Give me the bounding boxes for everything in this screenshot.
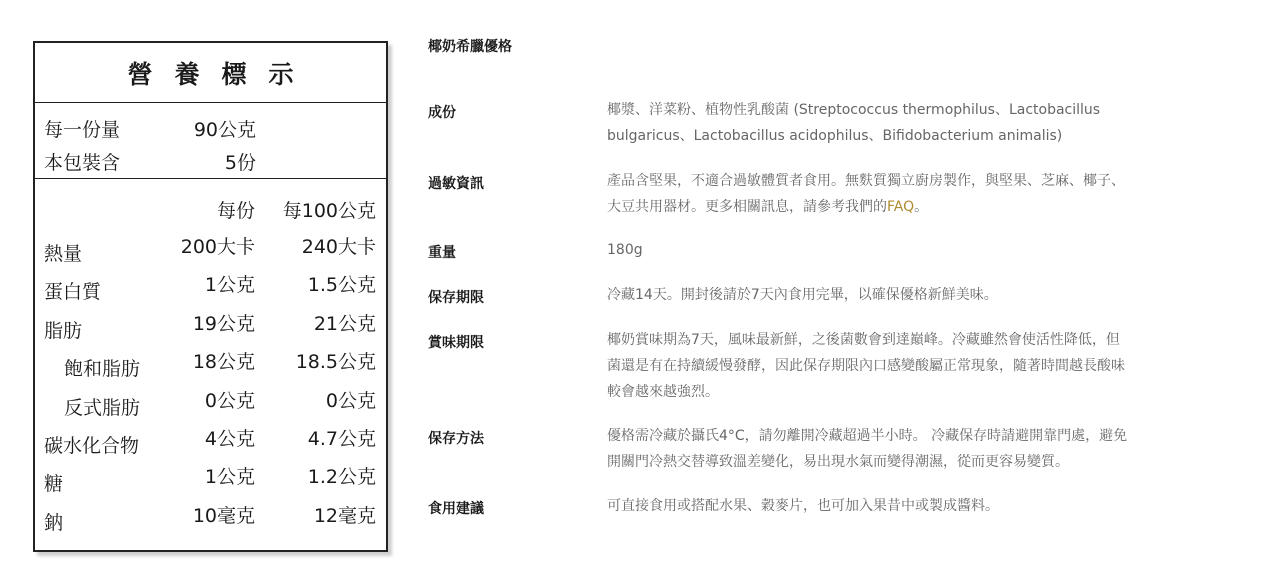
nutrition-row <box>35 266 386 304</box>
nutrient-per-100g: 18.5公克 <box>295 351 376 374</box>
nutrition-title: 營養標示 <box>35 43 386 103</box>
info-text <box>607 423 1207 475</box>
nutrient-per-100g: 21公克 <box>313 312 376 335</box>
nutrient-name: 蛋白質 <box>44 281 102 304</box>
info-line <box>607 123 1207 149</box>
info-line <box>607 237 1207 263</box>
nutrition-row <box>35 420 386 458</box>
nutrient-name: 熱量 <box>44 243 83 265</box>
serving-size-value: 90公克 <box>193 119 256 141</box>
info-line <box>607 194 1207 220</box>
servings-per-pack-label: 本包裝含 <box>44 152 121 174</box>
column-per-100g: 每100公克 <box>282 200 376 222</box>
product-title: 椰奶希臘優格 <box>428 39 512 55</box>
info-label: 保存方法 <box>428 431 484 447</box>
info-line-text: 較會越來越強烈。 <box>607 384 719 400</box>
info-label: 食用建議 <box>428 501 484 517</box>
nutrient-per-100g: 1.2公克 <box>307 466 376 489</box>
info-line <box>607 449 1207 475</box>
nutrient-name: 反式脂肪 <box>64 396 141 419</box>
info-label: 過敏資訊 <box>428 176 484 192</box>
info-text <box>607 327 1207 405</box>
info-text <box>607 493 1207 519</box>
info-line <box>607 493 1207 519</box>
nutrient-per-serving: 0公克 <box>204 389 255 412</box>
nutrient-per-100g: 12毫克 <box>313 504 376 527</box>
faq-link[interactable]: FAQ <box>887 199 915 215</box>
nutrition-row <box>35 458 386 496</box>
info-label: 成份 <box>428 105 456 121</box>
column-per-serving: 每份 <box>216 200 255 222</box>
info-line <box>607 327 1207 353</box>
info-label: 賞味期限 <box>428 335 484 351</box>
nutrition-label <box>33 41 388 552</box>
servings-per-pack-value: 5份 <box>224 152 256 174</box>
serving-size-row <box>35 111 386 144</box>
nutrition-row <box>35 343 386 381</box>
info-line-text: 椰奶賞味期為7天，風味最新鮮，之後菌數會到達巔峰。冷藏雖然會使活性降低，但 <box>607 332 1120 348</box>
nutrient-name: 脂肪 <box>44 319 83 342</box>
info-line-text: 冷藏14天。開封後請於7天內食用完畢，以確保優格新鮮美味。 <box>607 287 998 303</box>
info-line-text: 開關門冷熱交替導致溫差變化，易出現水氣而變得潮濕，從而更容易變質。 <box>607 454 1069 470</box>
info-line-text: 180g <box>607 242 643 258</box>
info-line-text: 優格需冷藏於攝氏4°C，請勿離開冷藏超過半小時。 冷藏保存時請避開靠門處，避免 <box>607 428 1128 444</box>
info-text <box>607 168 1207 220</box>
nutrition-rows <box>35 228 386 535</box>
serving-size-label: 每一份量 <box>44 119 121 141</box>
nutrient-per-serving: 19公克 <box>192 312 255 335</box>
nutrient-name: 糖 <box>44 473 64 496</box>
nutrient-per-100g: 4.7公克 <box>307 427 376 450</box>
info-text <box>607 282 1207 308</box>
info-line <box>607 168 1207 194</box>
info-line-text: 椰漿、洋菜粉、植物性乳酸菌 (Streptococcus thermophilus、Lactobacillus <box>607 102 1101 118</box>
nutrient-per-serving: 18公克 <box>192 351 255 374</box>
nutrient-per-100g: 1.5公克 <box>307 274 376 297</box>
info-line-text: 產品含堅果，不適合過敏體質者食用。無麩質獨立廚房製作，與堅果、芝麻、椰子、 <box>607 173 1125 189</box>
info-line <box>607 379 1207 405</box>
nutrient-name: 鈉 <box>44 511 64 534</box>
nutrient-per-100g: 240大卡 <box>301 236 376 258</box>
info-line <box>607 423 1207 449</box>
servings-per-pack-row <box>35 144 386 177</box>
nutrition-row <box>35 497 386 535</box>
serving-info <box>35 103 386 179</box>
nutrition-column-headers <box>35 179 386 228</box>
nutrient-per-serving: 200大卡 <box>180 236 255 258</box>
nutrient-per-serving: 4公克 <box>204 427 255 450</box>
info-line <box>607 353 1207 379</box>
nutrition-row <box>35 228 386 266</box>
nutrient-per-serving: 1公克 <box>204 274 255 297</box>
nutrient-name: 碳水化合物 <box>44 434 140 457</box>
nutrient-name: 飽和脂肪 <box>64 358 141 381</box>
info-line-text: 可直接食用或搭配水果、穀麥片，也可加入果昔中或製成醬料。 <box>607 498 999 514</box>
info-line-text: 大豆共用器材。更多相關訊息，請參考我們的 <box>607 199 887 215</box>
nutrition-row <box>35 382 386 420</box>
info-line-suffix: 。 <box>914 199 929 215</box>
nutrition-row <box>35 305 386 343</box>
nutrient-per-serving: 1公克 <box>204 466 255 489</box>
nutrient-per-serving: 10毫克 <box>192 504 255 527</box>
info-text <box>607 97 1207 149</box>
info-line-text: bulgaricus、Lactobacillus acidophilus、Bifidobacterium animalis) <box>607 128 1063 144</box>
info-label: 保存期限 <box>428 290 484 306</box>
nutrient-per-100g: 0公克 <box>325 389 376 412</box>
info-label: 重量 <box>428 245 456 261</box>
info-line-text: 菌還是有在持續緩慢發酵，因此保存期限內口感變酸屬正常現象，隨著時間越長酸味 <box>607 358 1125 374</box>
info-text <box>607 237 1207 263</box>
info-line <box>607 282 1207 308</box>
info-line <box>607 97 1207 123</box>
